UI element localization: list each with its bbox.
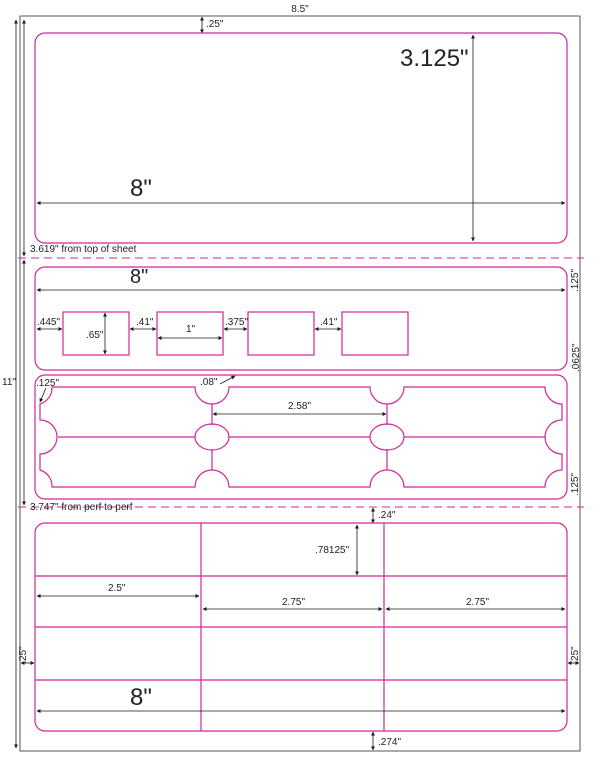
- mini-gap-1-label: .41": [136, 317, 154, 328]
- top-margin-label: .25": [206, 19, 224, 30]
- perf-to-perf-label: 3.747" from perf to perf: [30, 502, 133, 513]
- ticket-oval-2: [370, 424, 404, 450]
- grid-top-gap-label: .24": [378, 510, 396, 521]
- strip-width-label: 8": [130, 266, 149, 288]
- sheet-width-label: 8.5": [291, 4, 309, 15]
- ticket-notch-line: [220, 376, 235, 384]
- grid-width-label: 8": [130, 684, 152, 711]
- sheet-border: [20, 16, 580, 751]
- strip-corner-label: .125": [570, 268, 581, 292]
- bottom-margin-label: .274": [378, 737, 402, 748]
- ticket-width-label: 2.58": [288, 401, 312, 412]
- ticket-oval-1: [195, 424, 229, 450]
- grid-col-2-label: 2.75": [282, 597, 306, 608]
- ticket-corner-right-label: .125": [570, 472, 581, 496]
- ticket-notch-label: .08": [200, 377, 218, 388]
- mini-gap-2-label: .375": [225, 317, 249, 328]
- mini-gap-3-label: .41": [320, 317, 338, 328]
- mini-width-label: 1": [186, 324, 196, 335]
- card-width-label: 8": [130, 175, 152, 202]
- mini-label-4: [342, 312, 408, 355]
- mini-height-label: .65": [86, 330, 104, 341]
- ticket-corner-left-line: [40, 388, 46, 402]
- grid-col-3-label: 2.75": [466, 597, 490, 608]
- strip-gap-label: .0625": [571, 343, 582, 372]
- mini-left-label: .445": [37, 317, 61, 328]
- grid-row-height-label: .78125": [315, 545, 350, 556]
- card-height-label: 3.125": [400, 45, 469, 72]
- mini-label-3: [248, 312, 314, 355]
- perf-top-label: 3.619" from top of sheet: [30, 244, 137, 255]
- sheet-height-label: 11": [2, 377, 16, 388]
- left-margin-label: .25": [18, 646, 29, 664]
- ticket-corner-left-label: .125": [36, 378, 60, 389]
- large-card: [35, 33, 567, 243]
- grid-col-1-label: 2.5": [108, 583, 126, 594]
- right-margin-label: .25": [570, 646, 581, 664]
